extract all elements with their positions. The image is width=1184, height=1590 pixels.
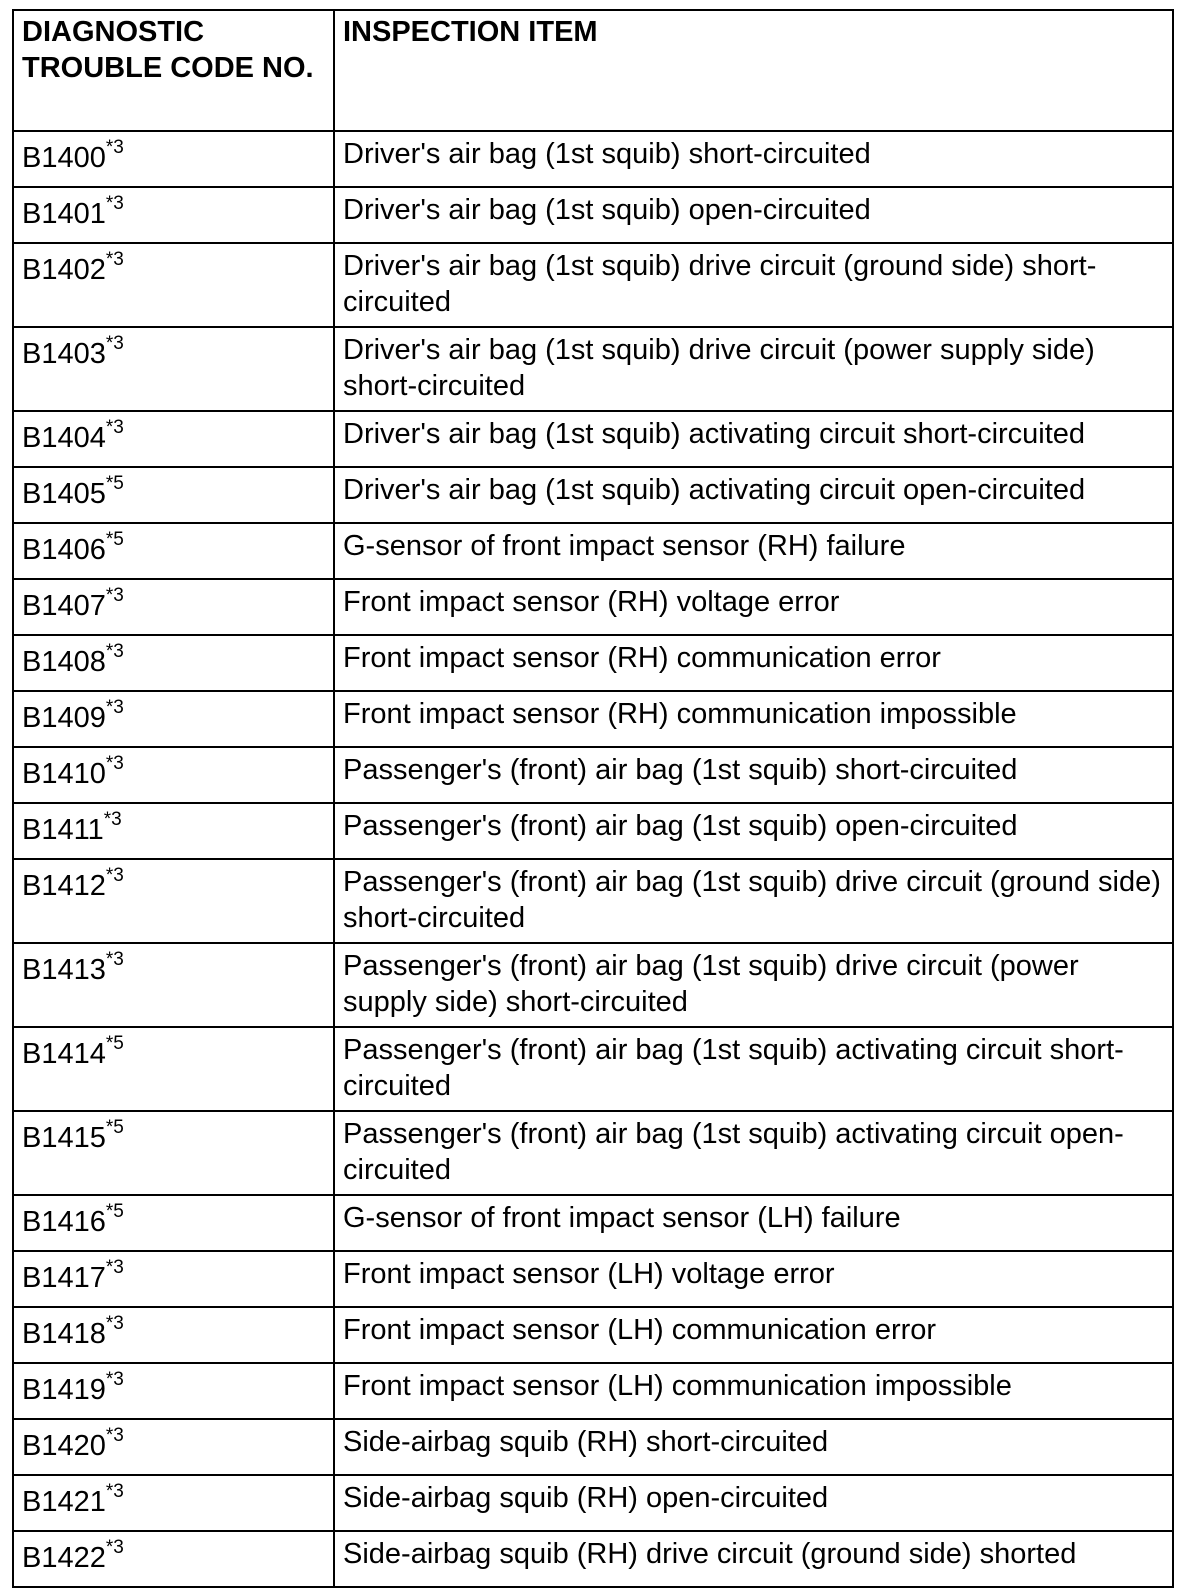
dtc-code: B1404 [22, 422, 106, 454]
dtc-code-cell [13, 691, 334, 747]
table-row [13, 579, 1173, 635]
dtc-code-cell [13, 635, 334, 691]
inspection-item: Front impact sensor (RH) communication error [334, 635, 1173, 691]
dtc-code: B1409 [22, 702, 106, 734]
dtc-code: B1406 [22, 534, 106, 566]
dtc-footnote-mark: *3 [105, 1537, 124, 1559]
dtc-code-cell [13, 1307, 334, 1363]
table-row [13, 1307, 1173, 1363]
inspection-item: Side-airbag squib (RH) drive circuit (ground side) shorted [334, 1531, 1173, 1587]
dtc-code: B1412 [22, 870, 106, 902]
inspection-item: Passenger's (front) air bag (1st squib) open-circuited [334, 803, 1173, 859]
inspection-item: Passenger's (front) air bag (1st squib) activating circuit short-circuited [334, 1027, 1173, 1111]
inspection-item: Front impact sensor (LH) voltage error [334, 1251, 1173, 1307]
table-row [13, 411, 1173, 467]
inspection-item: Driver's air bag (1st squib) activating circuit open-circuited [334, 467, 1173, 523]
inspection-item: Passenger's (front) air bag (1st squib) drive circuit (power supply side) short-circuited [334, 943, 1173, 1027]
dtc-footnote-mark: *3 [105, 865, 124, 887]
dtc-footnote-mark: *5 [105, 529, 124, 551]
dtc-footnote-mark: *3 [105, 137, 124, 159]
inspection-item: Front impact sensor (LH) communication error [334, 1307, 1173, 1363]
inspection-item: Front impact sensor (LH) communication impossible [334, 1363, 1173, 1419]
dtc-footnote-mark: *5 [105, 1201, 124, 1223]
inspection-item: Driver's air bag (1st squib) drive circuit (ground side) short-circuited [334, 243, 1173, 327]
dtc-footnote-mark: *3 [105, 1313, 124, 1335]
dtc-code-cell [13, 579, 334, 635]
table-row [13, 523, 1173, 579]
table-row [13, 1475, 1173, 1531]
dtc-code-cell [13, 859, 334, 943]
dtc-footnote-mark: *5 [105, 1033, 124, 1055]
table-row [13, 803, 1173, 859]
dtc-code-cell [13, 1363, 334, 1419]
dtc-code-cell [13, 1111, 334, 1195]
dtc-footnote-mark: *3 [105, 641, 124, 663]
dtc-code: B1414 [22, 1038, 106, 1070]
dtc-code: B1422 [22, 1542, 106, 1574]
dtc-footnote-mark: *3 [105, 585, 124, 607]
dtc-code: B1415 [22, 1122, 106, 1154]
dtc-code: B1417 [22, 1262, 106, 1294]
inspection-item: Side-airbag squib (RH) short-circuited [334, 1419, 1173, 1475]
dtc-code-cell [13, 187, 334, 243]
dtc-code-cell [13, 131, 334, 187]
table-row [13, 187, 1173, 243]
inspection-item: Driver's air bag (1st squib) activating circuit short-circuited [334, 411, 1173, 467]
dtc-code: B1408 [22, 646, 106, 678]
table-row [13, 467, 1173, 523]
dtc-footnote-mark: *5 [105, 1117, 124, 1139]
dtc-footnote-mark: *3 [103, 809, 122, 831]
inspection-item: Front impact sensor (RH) communication impossible [334, 691, 1173, 747]
table-row [13, 131, 1173, 187]
dtc-footnote-mark: *5 [105, 473, 124, 495]
dtc-code: B1413 [22, 954, 106, 986]
inspection-item: Passenger's (front) air bag (1st squib) activating circuit open-circuited [334, 1111, 1173, 1195]
dtc-code: B1402 [22, 254, 106, 286]
table-row [13, 943, 1173, 1027]
dtc-code: B1419 [22, 1374, 106, 1406]
table-row [13, 1027, 1173, 1111]
dtc-code: B1405 [22, 478, 106, 510]
inspection-item: Passenger's (front) air bag (1st squib) short-circuited [334, 747, 1173, 803]
table-row [13, 1419, 1173, 1475]
dtc-code-cell [13, 243, 334, 327]
dtc-code-cell [13, 1251, 334, 1307]
dtc-code: B1403 [22, 338, 106, 370]
dtc-code: B1411 [22, 814, 104, 846]
dtc-footnote-mark: *3 [105, 193, 124, 215]
inspection-item: Passenger's (front) air bag (1st squib) drive circuit (ground side) short-circuited [334, 859, 1173, 943]
dtc-code-cell [13, 467, 334, 523]
dtc-table [12, 9, 1174, 1588]
table-row [13, 1531, 1173, 1587]
dtc-code-cell [13, 523, 334, 579]
dtc-footnote-mark: *3 [105, 949, 124, 971]
table-row [13, 1251, 1173, 1307]
dtc-footnote-mark: *3 [105, 1425, 124, 1447]
dtc-code-cell [13, 327, 334, 411]
table-row [13, 747, 1173, 803]
dtc-code-cell [13, 1531, 334, 1587]
dtc-code: B1407 [22, 590, 106, 622]
inspection-item: Driver's air bag (1st squib) drive circuit (power supply side) short-circuited [334, 327, 1173, 411]
dtc-footnote-mark: *3 [105, 417, 124, 439]
dtc-footnote-mark: *3 [105, 249, 124, 271]
dtc-footnote-mark: *3 [105, 1257, 124, 1279]
table-row [13, 327, 1173, 411]
dtc-footnote-mark: *3 [105, 333, 124, 355]
dtc-code: B1401 [22, 198, 106, 230]
inspection-item: G-sensor of front impact sensor (RH) failure [334, 523, 1173, 579]
table-row [13, 691, 1173, 747]
dtc-code: B1421 [22, 1486, 106, 1518]
dtc-footnote-mark: *3 [105, 1369, 124, 1391]
dtc-code: B1420 [22, 1430, 106, 1462]
inspection-item: Front impact sensor (RH) voltage error [334, 579, 1173, 635]
table-row [13, 635, 1173, 691]
dtc-footnote-mark: *3 [105, 753, 124, 775]
inspection-item: Driver's air bag (1st squib) open-circuited [334, 187, 1173, 243]
dtc-code: B1410 [22, 758, 106, 790]
dtc-code-cell [13, 803, 334, 859]
table-header-row [13, 10, 1173, 131]
table-row [13, 859, 1173, 943]
dtc-code: B1416 [22, 1206, 106, 1238]
dtc-footnote-mark: *3 [105, 697, 124, 719]
dtc-code-cell [13, 943, 334, 1027]
inspection-item: G-sensor of front impact sensor (LH) failure [334, 1195, 1173, 1251]
header-inspection-item: INSPECTION ITEM [334, 10, 1173, 131]
header-dtc-code: DIAGNOSTIC TROUBLE CODE NO. [13, 10, 334, 131]
inspection-item: Side-airbag squib (RH) open-circuited [334, 1475, 1173, 1531]
dtc-code-cell [13, 411, 334, 467]
dtc-code: B1418 [22, 1318, 106, 1350]
table-body [13, 131, 1173, 1587]
dtc-code-cell [13, 1195, 334, 1251]
dtc-footnote-mark: *3 [105, 1481, 124, 1503]
table-row [13, 243, 1173, 327]
dtc-code: B1400 [22, 142, 106, 174]
dtc-code-cell [13, 1027, 334, 1111]
inspection-item: Driver's air bag (1st squib) short-circuited [334, 131, 1173, 187]
table-row [13, 1111, 1173, 1195]
table-row [13, 1195, 1173, 1251]
table-row [13, 1363, 1173, 1419]
dtc-code-cell [13, 1419, 334, 1475]
dtc-code-cell [13, 1475, 334, 1531]
dtc-code-cell [13, 747, 334, 803]
